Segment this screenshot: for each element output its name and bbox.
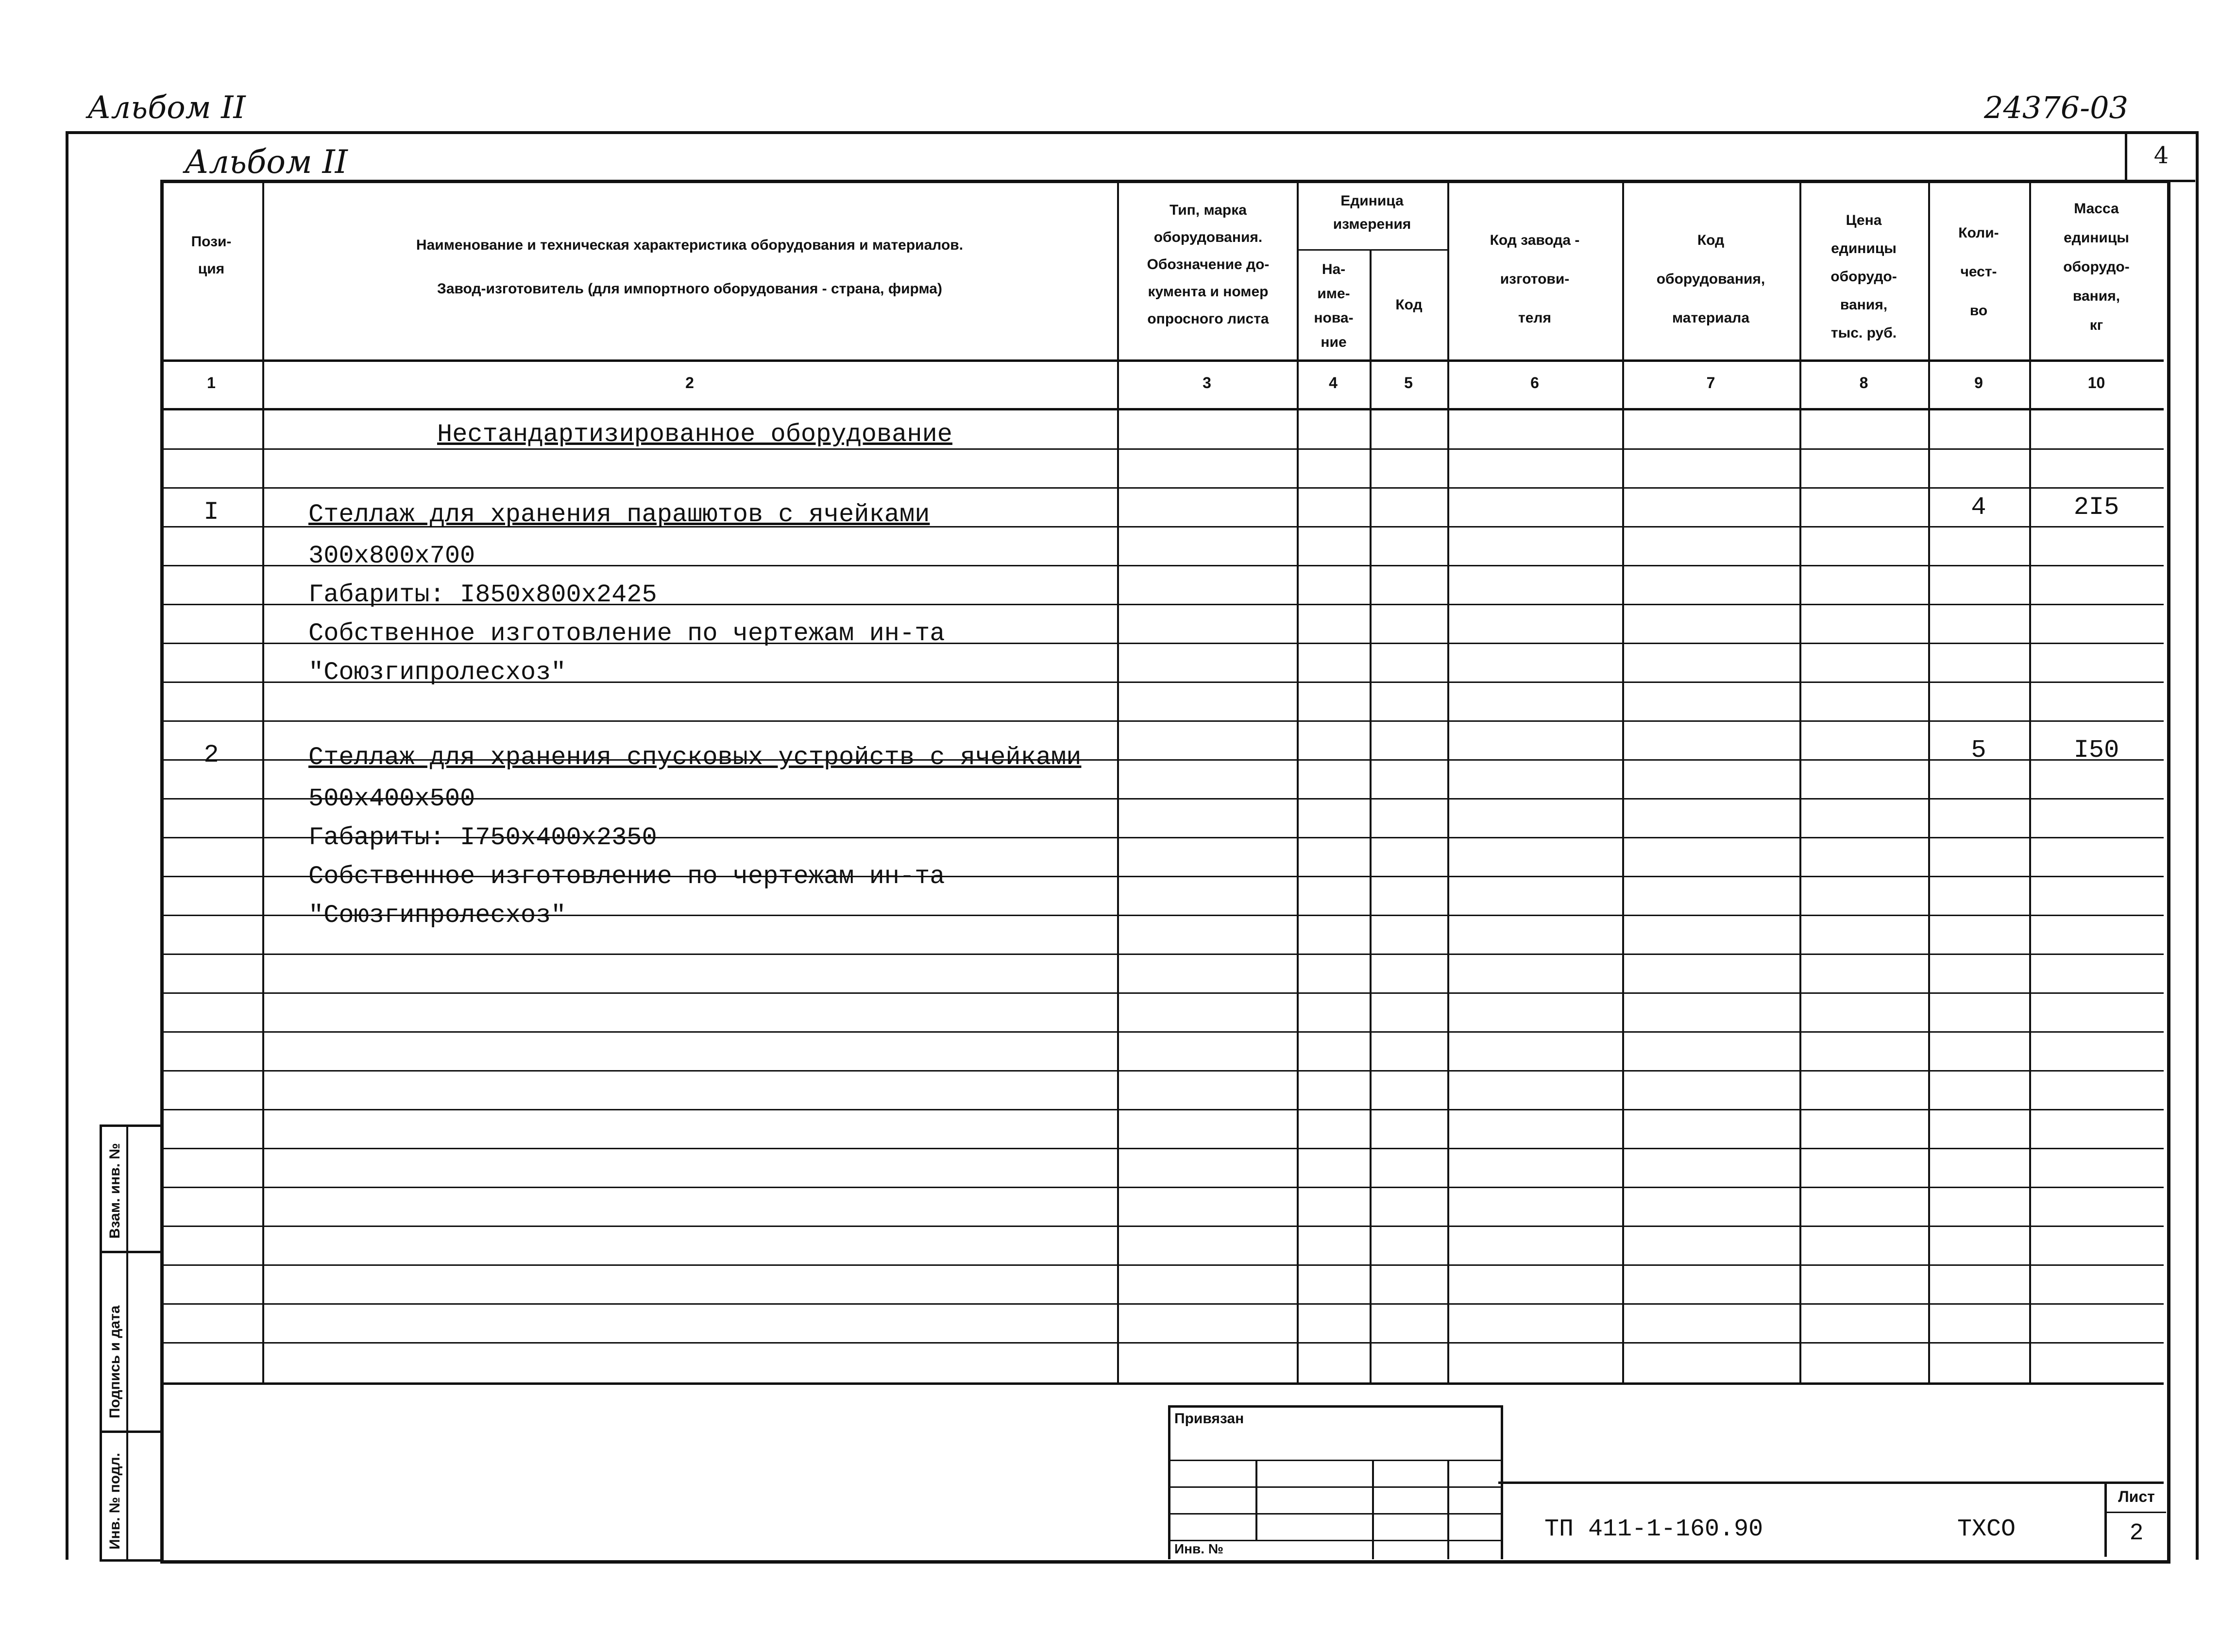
item-quantity: 4	[1971, 493, 1986, 522]
inventory-number-label: Инв. №	[1174, 1541, 1224, 1556]
col-number: 3	[1203, 374, 1211, 392]
col-number: 6	[1530, 374, 1539, 392]
item-mass: I50	[2073, 736, 2119, 765]
header-unit-group: Единица измерения	[1333, 193, 1411, 232]
header-mass: Масса единицы оборудо- вания, кг	[2063, 201, 2130, 333]
col-number: 2	[685, 374, 694, 392]
header-position: Пози- ция	[191, 234, 232, 277]
item-name: Стеллаж для хранения спусковых устройств с ячейками	[308, 743, 1082, 772]
col-number: 8	[1859, 374, 1868, 392]
document-code: 24376-03	[1984, 90, 2129, 125]
item-manufacture: Собственное изготовление по чертежам ин-та	[308, 862, 945, 891]
drawing-mark: ТХСО	[1957, 1516, 2016, 1543]
item-overall-size: Габариты: I750х400х2350	[308, 823, 657, 852]
side-label-inventory: Инв. № подл.	[107, 1452, 123, 1550]
project-code: ТП 411-1-160.90	[1544, 1516, 1763, 1543]
header-unit-name: На- име- нова- ние	[1314, 261, 1354, 350]
sheet-box	[2104, 1482, 2166, 1557]
col-number: 5	[1404, 374, 1413, 392]
side-label-signature: Подпись и дата	[107, 1305, 123, 1418]
page-number: 4	[2153, 142, 2169, 169]
header-type: Тип, марка оборудования. Обозначение до- кумента и номер опросного листа	[1147, 202, 1270, 327]
item-dimensions: 500х400х500	[308, 784, 475, 813]
item-mass: 2I5	[2073, 493, 2119, 522]
col-number: 7	[1706, 374, 1715, 392]
header-equipment-code: Код оборудования, материала	[1656, 232, 1765, 326]
section-title: Нестандартизированное оборудование	[437, 420, 952, 449]
item-name: Стеллаж для хранения парашютов с ячейками	[308, 500, 930, 529]
sheet-number: 2	[2129, 1520, 2144, 1547]
header-factory-code: Код завода - изготови- теля	[1490, 232, 1580, 326]
album-label-inner: Альбом II	[185, 143, 348, 181]
item-institute: "Союзгипролесхоз"	[308, 658, 566, 687]
binding-stamp	[1168, 1405, 1503, 1559]
item-position: 2	[203, 741, 219, 769]
header-name: Наименование и техническая характеристика оборудования и материалов. Завод-изготовитель (для импортного оборудования - страна, фирма)	[416, 237, 964, 297]
header-quantity: Коли- чест- во	[1958, 225, 1999, 319]
header-price: Цена единицы оборудо- вания, тыс. руб.	[1830, 212, 1897, 341]
side-label-replacement: Взам. инв. №	[107, 1143, 123, 1239]
page-number-box	[2125, 131, 2195, 182]
side-stamp	[100, 1124, 163, 1562]
item-overall-size: Габариты: I850х800х2425	[308, 580, 657, 609]
item-manufacture: Собственное изготовление по чертежам ин-та	[308, 619, 945, 648]
album-label-top: Альбом II	[87, 90, 246, 126]
item-dimensions: 300х800х700	[308, 542, 475, 570]
col-number: 4	[1329, 374, 1338, 392]
col-number: 10	[2087, 374, 2105, 392]
binding-label: Привязан	[1174, 1411, 1244, 1427]
item-quantity: 5	[1971, 736, 1986, 765]
spec-table	[160, 180, 2169, 1384]
item-position: I	[203, 498, 219, 527]
header-unit-code: Код	[1395, 297, 1423, 313]
sheet-label: Лист	[2118, 1488, 2155, 1505]
col-number: 1	[207, 374, 216, 392]
item-institute: "Союзгипролесхоз"	[308, 901, 566, 930]
col-number: 9	[1974, 374, 1983, 392]
